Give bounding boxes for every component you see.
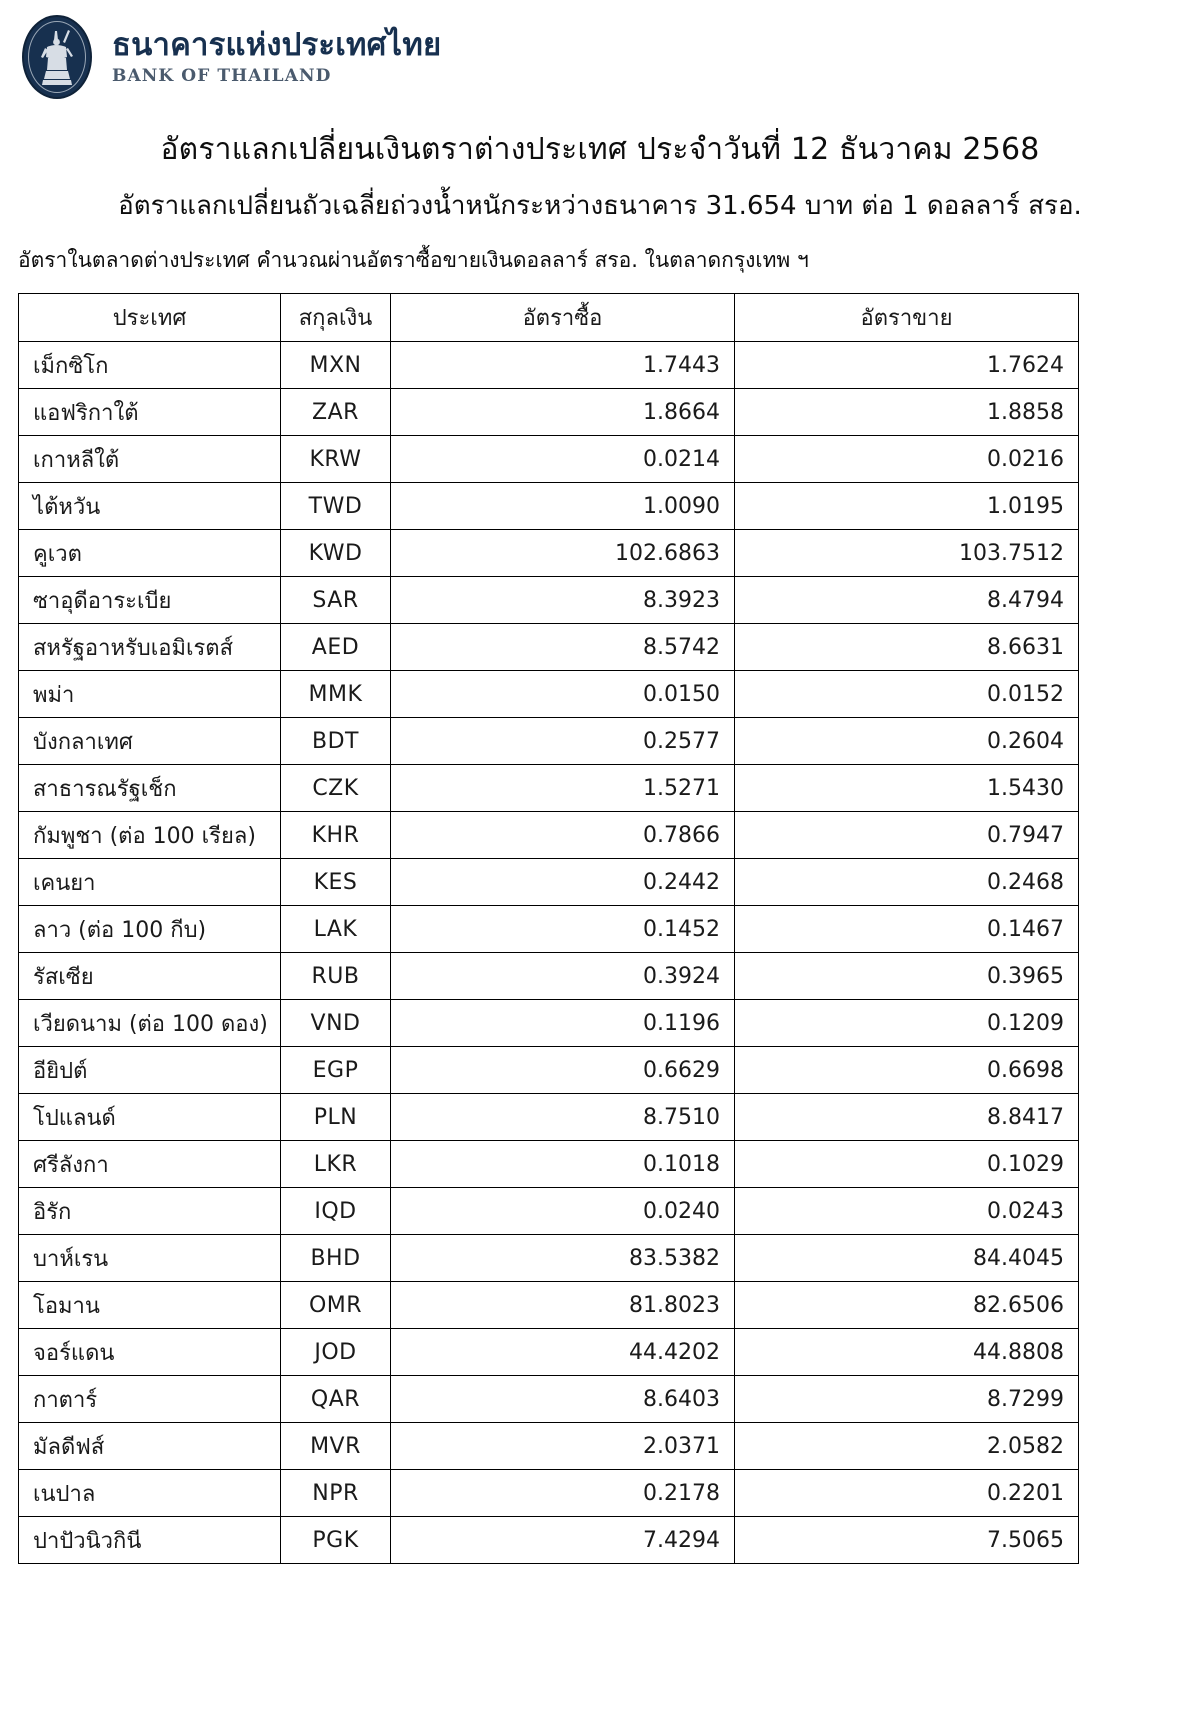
cell-buy-rate: 0.7866	[391, 812, 735, 859]
cell-currency: LAK	[281, 906, 391, 953]
cell-buy-rate: 7.4294	[391, 1517, 735, 1564]
cell-country: กาตาร์	[19, 1376, 281, 1423]
cell-buy-rate: 0.2577	[391, 718, 735, 765]
cell-country: พม่า	[19, 671, 281, 718]
cell-buy-rate: 0.0214	[391, 436, 735, 483]
table-row	[19, 1423, 1079, 1470]
cell-country: บังกลาเทศ	[19, 718, 281, 765]
title-block	[0, 104, 1200, 277]
cell-sell-rate: 0.1029	[735, 1141, 1079, 1188]
cell-country: เกาหลีใต้	[19, 436, 281, 483]
cell-sell-rate: 1.0195	[735, 483, 1079, 530]
cell-currency: AED	[281, 624, 391, 671]
cell-sell-rate: 0.7947	[735, 812, 1079, 859]
cell-sell-rate: 0.2201	[735, 1470, 1079, 1517]
table-row	[19, 530, 1079, 577]
cell-sell-rate: 1.5430	[735, 765, 1079, 812]
cell-country: สหรัฐอาหรับเอมิเรตส์	[19, 624, 281, 671]
table-row	[19, 624, 1079, 671]
cell-country: เวียดนาม (ต่อ 100 ดอง)	[19, 1000, 281, 1047]
cell-country: จอร์แดน	[19, 1329, 281, 1376]
logo-text-block	[112, 26, 442, 86]
cell-buy-rate: 2.0371	[391, 1423, 735, 1470]
cell-country: สาธารณรัฐเช็ก	[19, 765, 281, 812]
logo-thai-name: ธนาคารแห่งประเทศไทย	[112, 26, 442, 63]
page-header	[0, 0, 1200, 104]
cell-currency: PGK	[281, 1517, 391, 1564]
cell-currency: MVR	[281, 1423, 391, 1470]
cell-currency: QAR	[281, 1376, 391, 1423]
cell-sell-rate: 8.8417	[735, 1094, 1079, 1141]
table-row	[19, 1470, 1079, 1517]
table-row	[19, 1094, 1079, 1141]
cell-sell-rate: 0.2468	[735, 859, 1079, 906]
cell-currency: LKR	[281, 1141, 391, 1188]
cell-country: โปแลนด์	[19, 1094, 281, 1141]
cell-country: เม็กซิโก	[19, 342, 281, 389]
cell-sell-rate: 8.7299	[735, 1376, 1079, 1423]
cell-buy-rate: 0.0150	[391, 671, 735, 718]
exchange-rate-table-container	[18, 293, 1182, 1564]
cell-buy-rate: 8.3923	[391, 577, 735, 624]
cell-currency: TWD	[281, 483, 391, 530]
cell-currency: IQD	[281, 1188, 391, 1235]
cell-buy-rate: 0.6629	[391, 1047, 735, 1094]
table-row	[19, 1141, 1079, 1188]
table-row	[19, 1047, 1079, 1094]
cell-country: ปาปัวนิวกินี	[19, 1517, 281, 1564]
cell-country: กัมพูชา (ต่อ 100 เรียล)	[19, 812, 281, 859]
cell-sell-rate: 2.0582	[735, 1423, 1079, 1470]
page-title: อัตราแลกเปลี่ยนเงินตราต่างประเทศ ประจำวันที่ 12 ธันวาคม 2568	[160, 132, 1040, 167]
cell-country: ไต้หวัน	[19, 483, 281, 530]
cell-buy-rate: 0.1452	[391, 906, 735, 953]
cell-currency: BDT	[281, 718, 391, 765]
cell-sell-rate: 0.2604	[735, 718, 1079, 765]
table-row	[19, 1329, 1079, 1376]
cell-currency: KES	[281, 859, 391, 906]
cell-buy-rate: 8.6403	[391, 1376, 735, 1423]
table-row	[19, 436, 1079, 483]
table-row	[19, 1188, 1079, 1235]
cell-buy-rate: 44.4202	[391, 1329, 735, 1376]
table-row	[19, 1282, 1079, 1329]
cell-country: อิรัก	[19, 1188, 281, 1235]
cell-currency: MMK	[281, 671, 391, 718]
cell-sell-rate: 0.0243	[735, 1188, 1079, 1235]
cell-country: โอมาน	[19, 1282, 281, 1329]
cell-country: รัสเซีย	[19, 953, 281, 1000]
cell-buy-rate: 0.1018	[391, 1141, 735, 1188]
cell-sell-rate: 0.6698	[735, 1047, 1079, 1094]
cell-buy-rate: 0.1196	[391, 1000, 735, 1047]
cell-sell-rate: 82.6506	[735, 1282, 1079, 1329]
cell-currency: KWD	[281, 530, 391, 577]
cell-buy-rate: 83.5382	[391, 1235, 735, 1282]
cell-currency: JOD	[281, 1329, 391, 1376]
cell-country: อียิปต์	[19, 1047, 281, 1094]
cell-buy-rate: 8.7510	[391, 1094, 735, 1141]
cell-buy-rate: 1.8664	[391, 389, 735, 436]
cell-currency: CZK	[281, 765, 391, 812]
table-row	[19, 718, 1079, 765]
cell-currency: KRW	[281, 436, 391, 483]
cell-country: บาห์เรน	[19, 1235, 281, 1282]
table-row	[19, 342, 1079, 389]
cell-country: แอฟริกาใต้	[19, 389, 281, 436]
exchange-rate-table	[18, 293, 1079, 1564]
cell-sell-rate: 1.7624	[735, 342, 1079, 389]
table-row	[19, 1235, 1079, 1282]
table-row	[19, 812, 1079, 859]
cell-sell-rate: 44.8808	[735, 1329, 1079, 1376]
cell-currency: ZAR	[281, 389, 391, 436]
cell-sell-rate: 8.4794	[735, 577, 1079, 624]
table-row	[19, 906, 1079, 953]
table-row	[19, 483, 1079, 530]
table-row	[19, 953, 1079, 1000]
table-body	[19, 342, 1079, 1564]
column-header-sell-rate: อัตราขาย	[735, 294, 1079, 342]
cell-buy-rate: 8.5742	[391, 624, 735, 671]
cell-sell-rate: 0.0216	[735, 436, 1079, 483]
column-header-currency: สกุลเงิน	[281, 294, 391, 342]
cell-buy-rate: 81.8023	[391, 1282, 735, 1329]
cell-buy-rate: 0.2442	[391, 859, 735, 906]
seal-deity-figure-icon	[35, 27, 79, 89]
cell-sell-rate: 8.6631	[735, 624, 1079, 671]
cell-sell-rate: 0.1467	[735, 906, 1079, 953]
cell-buy-rate: 1.0090	[391, 483, 735, 530]
cell-buy-rate: 102.6863	[391, 530, 735, 577]
cell-buy-rate: 1.5271	[391, 765, 735, 812]
cell-currency: PLN	[281, 1094, 391, 1141]
cell-currency: BHD	[281, 1235, 391, 1282]
table-header-row	[19, 294, 1079, 342]
cell-sell-rate: 0.3965	[735, 953, 1079, 1000]
cell-country: มัลดีฟส์	[19, 1423, 281, 1470]
cell-sell-rate: 7.5065	[735, 1517, 1079, 1564]
cell-currency: MXN	[281, 342, 391, 389]
cell-buy-rate: 0.0240	[391, 1188, 735, 1235]
cell-buy-rate: 1.7443	[391, 342, 735, 389]
cell-country: เคนยา	[19, 859, 281, 906]
cell-country: คูเวต	[19, 530, 281, 577]
cell-sell-rate: 0.0152	[735, 671, 1079, 718]
cell-currency: RUB	[281, 953, 391, 1000]
cell-currency: NPR	[281, 1470, 391, 1517]
table-row	[19, 671, 1079, 718]
column-header-buy-rate: อัตราซื้อ	[391, 294, 735, 342]
cell-country: ศรีลังกา	[19, 1141, 281, 1188]
table-row	[19, 1517, 1079, 1564]
logo-english-name: BANK OF THAILAND	[112, 65, 332, 86]
cell-sell-rate: 1.8858	[735, 389, 1079, 436]
table-row	[19, 1376, 1079, 1423]
cell-currency: EGP	[281, 1047, 391, 1094]
bank-of-thailand-seal-icon	[18, 13, 96, 101]
cell-currency: SAR	[281, 577, 391, 624]
cell-country: ลาว (ต่อ 100 กีบ)	[19, 906, 281, 953]
cell-sell-rate: 103.7512	[735, 530, 1079, 577]
cell-currency: VND	[281, 1000, 391, 1047]
cell-buy-rate: 0.3924	[391, 953, 735, 1000]
cell-buy-rate: 0.2178	[391, 1470, 735, 1517]
column-header-country: ประเทศ	[19, 294, 281, 342]
cell-currency: OMR	[281, 1282, 391, 1329]
calculation-note: อัตราในตลาดต่างประเทศ คำนวณผ่านอัตราซื้อขายเงินดอลลาร์ สรอ. ในตลาดกรุงเทพ ฯ	[18, 248, 809, 272]
cell-country: เนปาล	[19, 1470, 281, 1517]
cell-country: ซาอุดีอาระเบีย	[19, 577, 281, 624]
cell-sell-rate: 84.4045	[735, 1235, 1079, 1282]
table-row	[19, 765, 1079, 812]
table-row	[19, 389, 1079, 436]
weighted-average-rate-subtitle: อัตราแลกเปลี่ยนถัวเฉลี่ยถ่วงน้ำหนักระหว่างธนาคาร 31.654 บาท ต่อ 1 ดอลลาร์ สรอ.	[118, 191, 1082, 221]
cell-currency: KHR	[281, 812, 391, 859]
table-row	[19, 859, 1079, 906]
table-row	[19, 577, 1079, 624]
table-row	[19, 1000, 1079, 1047]
cell-sell-rate: 0.1209	[735, 1000, 1079, 1047]
